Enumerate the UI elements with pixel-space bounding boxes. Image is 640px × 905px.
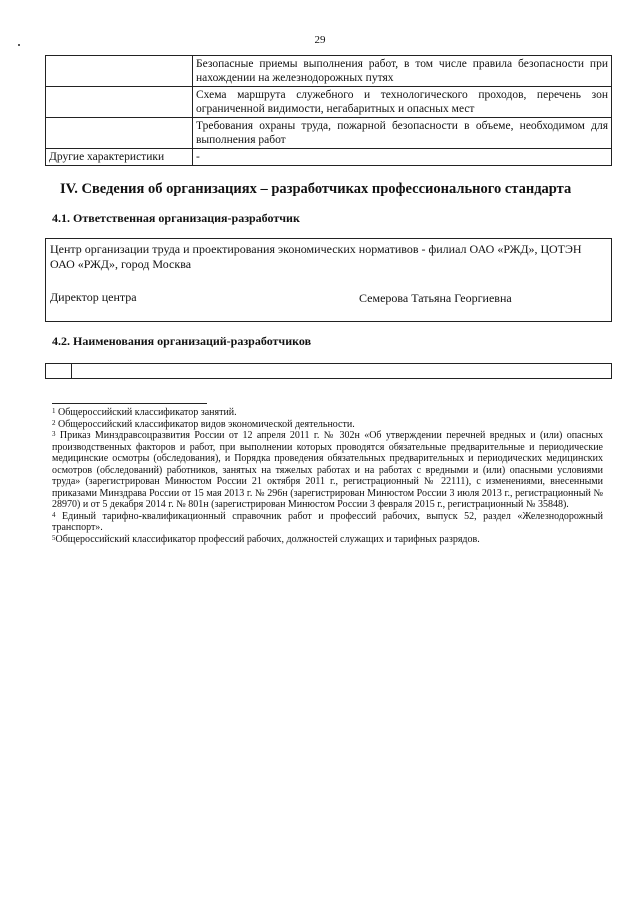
developers-table-divider — [71, 364, 72, 378]
table-row — [46, 87, 612, 118]
row-label: Другие характеристики — [46, 149, 193, 166]
footnote-text: Общероссийский классификатор профессий рабочих, должностей служащих и тарифных разрядов. — [55, 533, 480, 545]
footnote — [52, 511, 603, 534]
footnote-number: 1 — [52, 407, 56, 415]
page-number: 29 — [314, 34, 326, 46]
developers-heading: 4.2. Наименования организаций-разработчиков — [52, 334, 312, 348]
org-role: Директор центра — [50, 290, 137, 304]
row-text: Требования охраны труда, пожарной безопасности в объеме, необходимом для выполнения работ — [193, 118, 612, 149]
org-name: Центр организации труда и проектирования экономических нормативов - филиал ОАО «РЖД», ЦОТЭН ОАО «РЖД», город Москва — [50, 242, 582, 271]
footnote-text: Приказ Минздравсоцразвития России от 12 апреля 2011 г. № 302н «Об утверждении перечней вредных и (или) опасных производственных факторов и работ, при выполнении которых проводятся обязательные предварительные и периодические медицинские осмотры (обследования), и Порядка проведения обязательных предварительных и периодических медицинских осмотров (обследований) работников, занятых на тяжелых работах и на работах с вредными и (или) опасными условиями труда» (зарегистрирован Минюстом России 21 октября 2011 г., регистрационный № 22111), с изменениями, внесенными приказами Минздрава России от 15 мая 2013 г. № 296н (зарегистрирован Минюстом России 3 июля 2013 г., регистрационный № 28970) и от 5 декабря 2014 г. № 801н (зарегистрирован Минюстом России 3 февраля 2015 г., регистрационный № 35848). — [52, 430, 603, 510]
footnote-number: 3 — [52, 430, 56, 438]
responsible-org-box — [45, 238, 612, 322]
footnote — [52, 534, 603, 546]
table-row — [46, 149, 612, 166]
row-label — [46, 118, 193, 149]
scan-speck — [18, 44, 20, 46]
responsible-org-heading: 4.1. Ответственная организация-разработчик — [52, 211, 300, 225]
section-title: IV. Сведения об организациях – разработчиках профессионального стандарта — [60, 181, 572, 197]
row-text: Безопасные приемы выполнения работ, в том числе правила безопасности при нахождении на железнодорожных путях — [193, 56, 612, 87]
row-text: - — [193, 149, 612, 166]
developers-table — [45, 363, 612, 379]
row-label — [46, 56, 193, 87]
footnote-rule — [52, 403, 207, 404]
org-person: Семерова Татьяна Георгиевна — [359, 291, 512, 305]
footnote-number: 4 — [52, 510, 56, 519]
row-text: Схема маршрута служебного и технологического проходов, перечень зон ограниченной видимости, негабаритных и опасных мест — [193, 87, 612, 118]
footnote-text: Общероссийский классификатор видов экономической деятельности. — [58, 418, 355, 430]
footnote — [52, 430, 603, 511]
footnote — [52, 407, 603, 419]
footnote — [52, 419, 603, 431]
requirements-table — [45, 55, 612, 166]
footnote-number: 5 — [52, 533, 56, 542]
table-row — [46, 56, 612, 87]
footnotes — [52, 407, 603, 545]
footnote-text: Общероссийский классификатор занятий. — [58, 407, 237, 418]
row-label — [46, 87, 193, 118]
footnote-number: 2 — [52, 418, 56, 427]
footnote-text: Единый тарифно-квалификационный справочник работ и профессий рабочих, выпуск 52, раздел «Железнодорожный транспорт». — [52, 510, 603, 533]
table-row — [46, 118, 612, 149]
